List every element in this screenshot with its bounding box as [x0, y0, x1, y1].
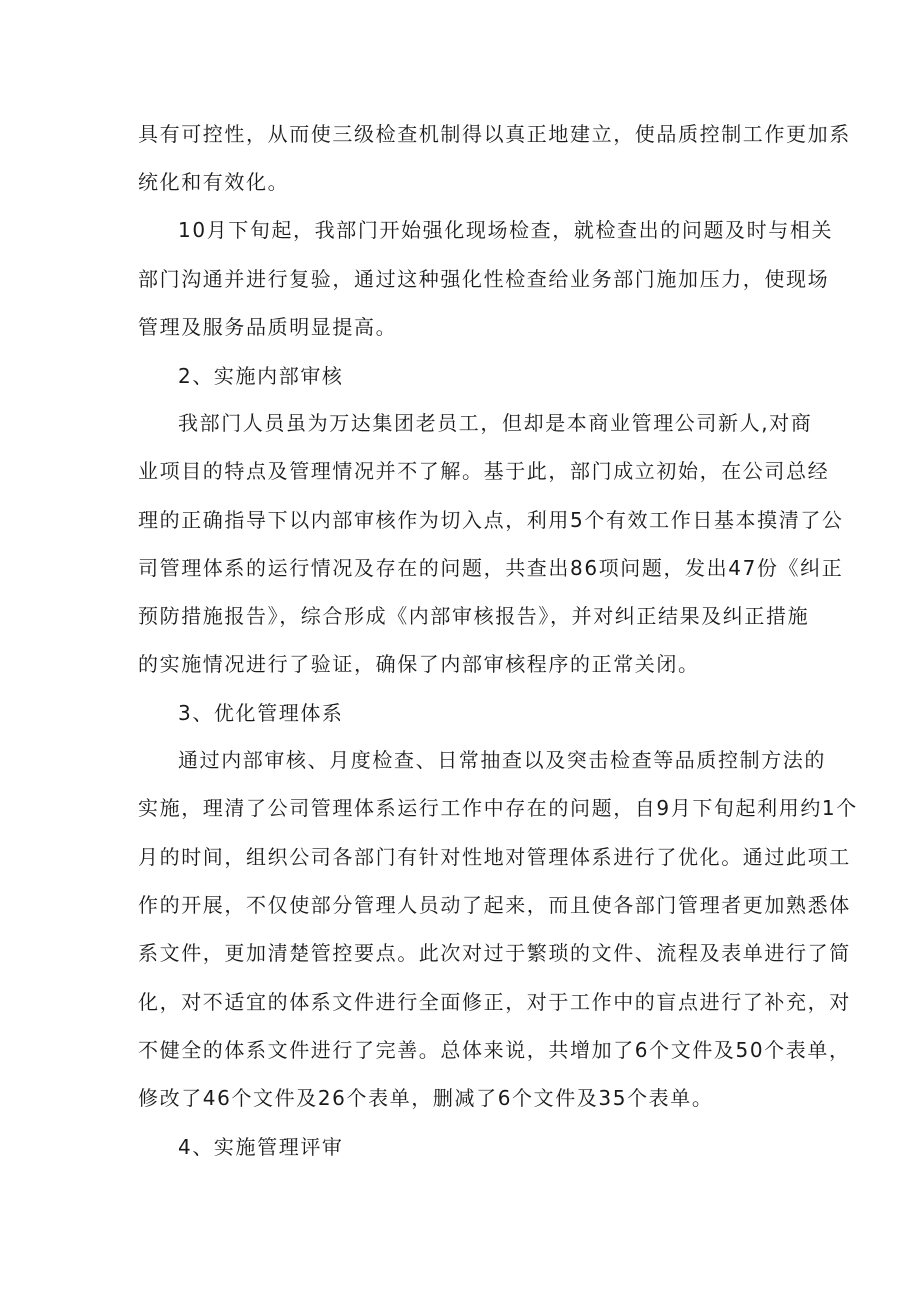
text-line: 作的开展，不仅使部分管理人员动了起来，而且使各部门管理者更加熟悉体: [138, 893, 851, 917]
paragraph-start-line: 我部门人员虽为万达集团老员工，但却是本商业管理公司新人,对商: [178, 411, 813, 435]
text-line: 预防措施报告》，综合形成《内部审核报告》，并对纠正结果及纠正措施: [138, 604, 810, 628]
text-line: 月的时间，组织公司各部门有针对性地对管理体系进行了优化。通过此项工: [138, 845, 851, 869]
paragraph-start-line: 10月下旬起，我部门开始强化现场检查，就检查出的问题及时与相关: [178, 218, 834, 242]
text-line: 系文件，更加清楚管控要点。此次对过于繁琐的文件、流程及表单进行了简: [138, 941, 851, 965]
text-line: 部门沟通并进行复验，通过这种强化性检查给业务部门施加压力，使现场: [138, 267, 830, 291]
text-line: 业项目的特点及管理情况并不了解。基于此，部门成立初始，在公司总经: [138, 459, 830, 483]
text-line: 的实施情况进行了验证，确保了内部审核程序的正常关闭。: [138, 652, 700, 676]
text-line: 统化和有效化。: [138, 170, 290, 194]
paragraph-start-line: 通过内部审核、月度检查、日常抽查以及突击检查等品质控制方法的: [178, 748, 826, 772]
text-line: 化，对不适宜的体系文件进行全面修正，对于工作中的盲点进行了补充，对: [138, 990, 851, 1014]
text-line: 司管理体系的运行情况及存在的问题，共查出86项问题，发出47份《纠正: [138, 556, 844, 580]
text-line: 具有可控性，从而使三级检查机制得以真正地建立，使品质控制工作更加系: [138, 122, 851, 146]
text-line: 不健全的体系文件进行了完善。总体来说，共增加了6个文件及50个表单，: [138, 1038, 851, 1062]
text-line: 管理及服务品质明显提高。: [138, 315, 398, 339]
text-line: 理的正确指导下以内部审核作为切入点，利用5个有效工作日基本摸清了公: [138, 508, 844, 532]
text-line: 实施，理清了公司管理体系运行工作中存在的问题，自9月下旬起利用约1个: [138, 796, 858, 820]
section-heading-4: 4、实施管理评审: [178, 1135, 344, 1159]
text-line: 修改了46个文件及26个表单，删减了6个文件及35个表单。: [138, 1086, 714, 1110]
section-heading-2: 2、实施内部审核: [178, 364, 344, 388]
section-heading-3: 3、优化管理体系: [178, 701, 344, 725]
